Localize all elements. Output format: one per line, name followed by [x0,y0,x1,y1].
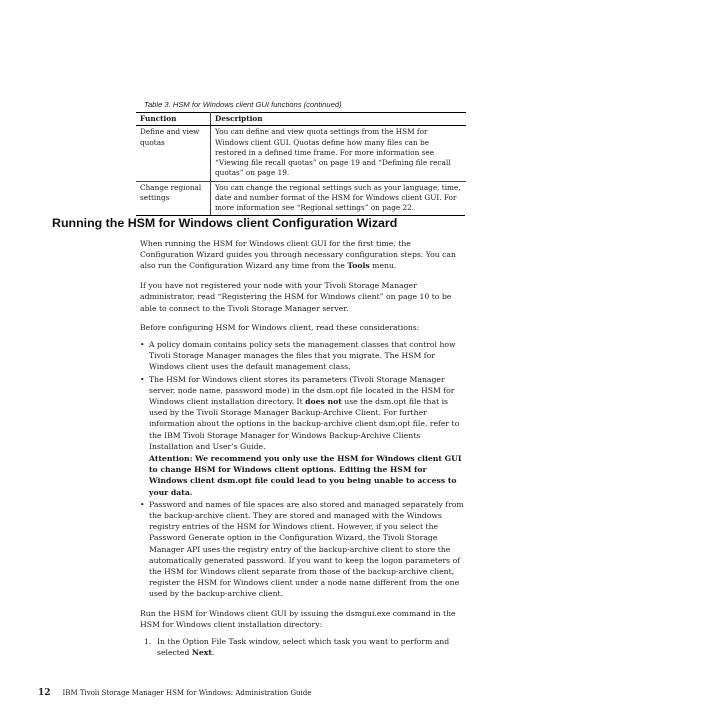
tools-menu-term: Tools [347,261,370,271]
steps-list [140,636,465,658]
section-heading: Running the HSM for Windows client Configuration Wizard [52,216,398,230]
intro-text: When running the HSM for Windows client GUI for the first time, the Configuration Wizard guides you through necessary configuration steps. You can also run the Configuration Wizard any time from the [140,239,456,271]
step-text-end: . [211,647,215,657]
bullet-icon: • [140,499,145,509]
table-row [136,181,466,215]
table-cell-description: You can define and view quota settings from the HSM for Windows client GUI. Quotas define how many files can be restored in a defined time frame. For more information see “Viewing file recall quotas” on page 19 and “Defining file recall quotas” on page 19. [211,126,467,181]
table-cell-function: Change regional settings [136,181,211,215]
table-cell-function: Define and view quotas [136,126,211,181]
column-header-description: Description [211,113,467,126]
column-header-function: Function [136,113,211,126]
footer-title: IBM Tivoli Storage Manager HSM for Windows: Administration Guide [62,689,312,697]
attention-note: Attention: We recommend you only use the HSM for Windows client GUI to change HSM for Windows client options. Editing the HSM for Windows client dsm.opt file could lead to you being unable to access to your data. [149,453,462,497]
intro-text-end: menu. [369,261,397,271]
list-item [140,499,465,600]
step-item [140,636,465,658]
table-header-row [136,113,466,126]
considerations-paragraph: Before configuring HSM for Windows client, read these considerations: [140,323,420,333]
next-button-term: Next [191,647,212,657]
step-text: In the Option File Task window, select which task you want to perform and selected [157,636,450,657]
step-number: 1. [144,636,152,646]
intro-paragraph [140,238,465,272]
run-paragraph: Run the HSM for Windows client GUI by issuing the dsmgui.exe command in the HSM for Windows client installation directory: [140,608,456,629]
registration-paragraph: If you have not registered your node with your Tivoli Storage Manager administrator, read “Registering the HSM for Windows client” on page 10 to be able to connect to the Tivoli Storage Manager server. [140,281,452,313]
emphasis-text: does not [305,396,342,406]
bullet-icon: • [140,374,145,384]
table-cell-description: You can change the regional settings such as your language, time, date and number format of the HSM for Windows client GUI. For more information see “Regional settings” on page 22. [215,182,461,213]
list-item-text: Password and names of file spaces are also stored and managed separately from the backup-archive client. They are stored and managed with the Windows registry entries of the HSM for Windows client. However, if you select the Password Generate option in the Configuration Wizard, the Tivoli Storage Manager API uses the registry entry of the backup-archive client to store the automatically generated password. If you want to keep the logon parameters of the HSM for Windows client separate from those of the backup-archive client, register the HSM for Windows client under a node name different from the one used by the backup-archive client. [149,499,464,599]
table-caption: Table 3. HSM for Windows client GUI functions (continued) [144,100,342,109]
list-item-text-end: use the dsm.opt file that is used by the Tivoli Storage Manager Backup-Archive Client. For further information about the options in the backup-archive client dsm.opt file, refer to the IBM Tivoli Storage Manager for Windows Backup-Archive Clients Installation and User’s Guide. [149,396,460,451]
section-body [140,238,465,659]
bullet-icon: • [140,339,145,349]
page-number: 12 [38,688,51,698]
page-footer [38,688,311,698]
table-row [136,126,466,181]
list-item [140,339,465,373]
list-item-text: The HSM for Windows client stores its parameters (Tivoli Storage Manager server, node name, password mode) in the dsm.opt file located in the HSM for Windows client installation directory. It [149,374,455,406]
functions-table [136,112,466,216]
list-item [140,374,465,498]
considerations-list [140,339,465,600]
list-item-text: A policy domain contains policy sets the management classes that control how Tivoli Storage Manager manages the files that you migrate. The HSM for Windows client uses the default management class. [149,339,456,372]
